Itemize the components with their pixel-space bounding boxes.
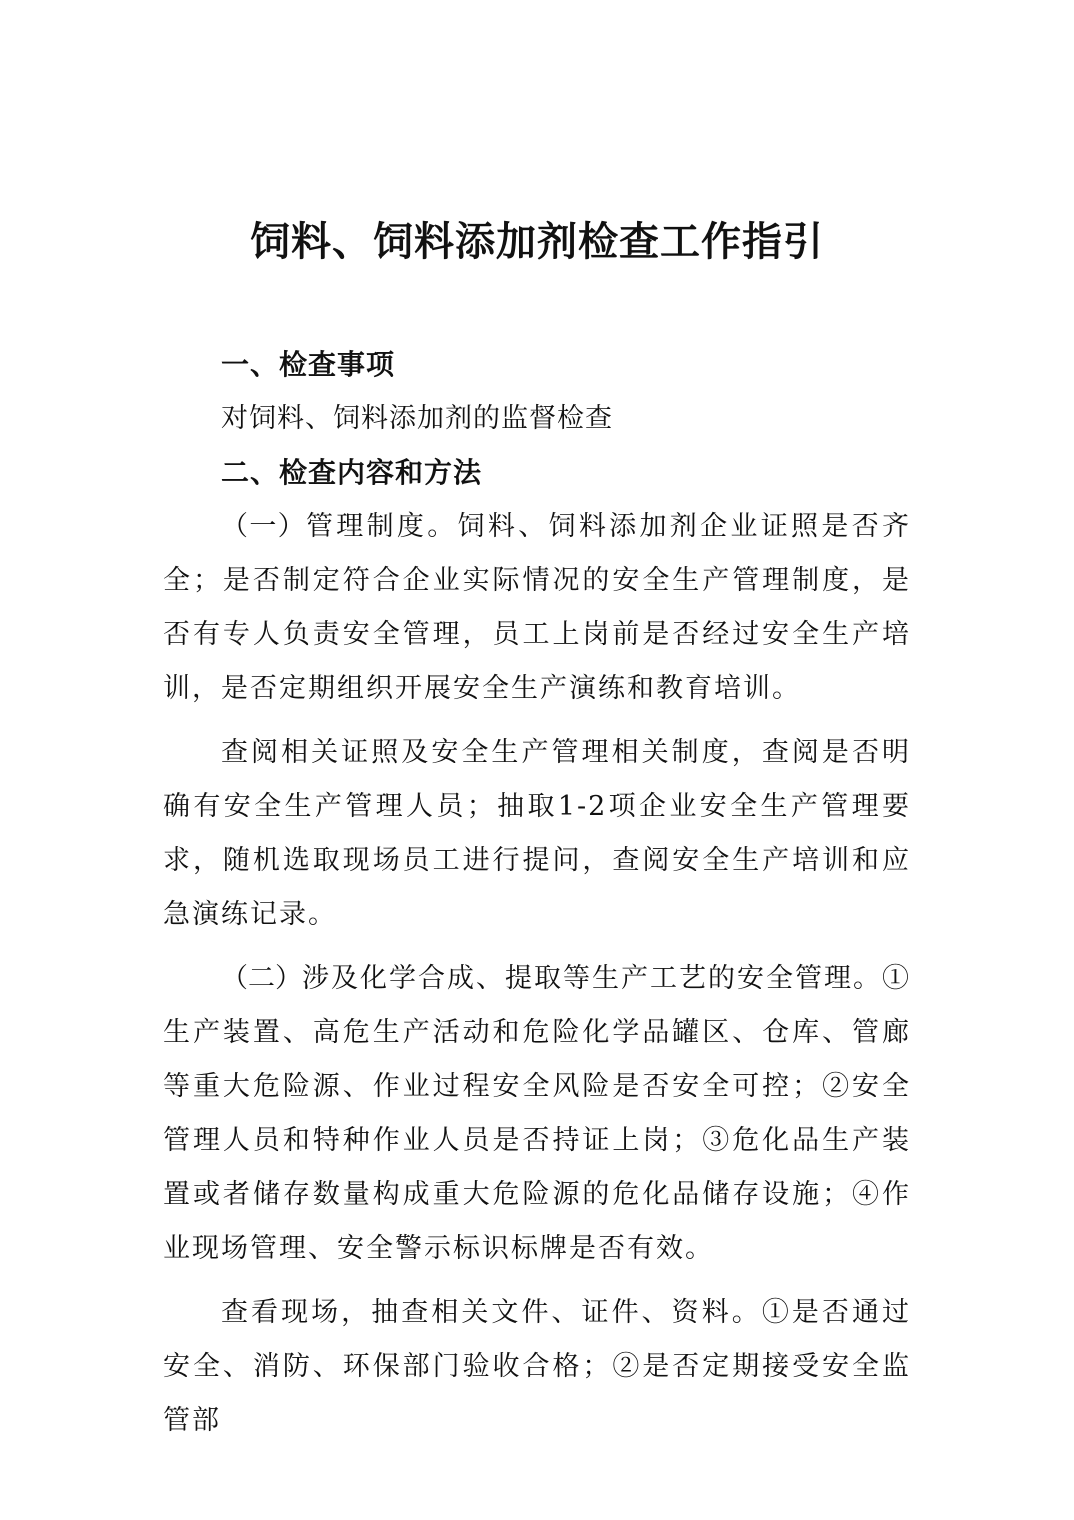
section-heading-content-and-methods: 二、检查内容和方法	[221, 456, 483, 489]
item-chemical-process-safety	[163, 952, 911, 1276]
document-body	[163, 338, 911, 1448]
item-label: （二）	[221, 963, 302, 994]
item-text: 涉及化学合成、提取等生产工艺的安全管理。①生产装置、高危生产活动和危险化学品罐区、仓库、管廊等重大危险源、作业过程安全风险是否安全可控；②安全管理人员和特种作业人员是否持证上岗；③危化品生产装置或者储存数量构成重大危险源的危化品储存设施；④作业现场管理、安全警示标识标牌是否有效。	[163, 963, 911, 1264]
document-title: 饲料、饲料添加剂检查工作指引	[250, 219, 824, 265]
inspection-items-text: 对饲料、饲料添加剂的监督检查	[221, 403, 613, 434]
item-chemical-process-safety-method: 查看现场，抽查相关文件、证件、资料。①是否通过安全、消防、环保部门验收合格；②是否定期接受安全监管部	[163, 1297, 911, 1436]
item-management-system-method: 查阅相关证照及安全生产管理相关制度，查阅是否明确有安全生产管理人员；抽取1-2项企业安全生产管理要求，随机选取现场员工进行提问，查阅安全生产培训和应急演练记录。	[163, 737, 911, 930]
section-heading-inspection-items: 一、检查事项	[221, 348, 396, 381]
item-text: 管理制度。饲料、饲料添加剂企业证照是否齐全；是否制定符合企业实际情况的安全生产管理制度，是否有专人负责安全管理，员工上岗前是否经过安全生产培训，是否定期组织开展安全生产演练和教育培训。	[163, 511, 912, 704]
item-label: （一）	[221, 511, 306, 542]
item-management-system	[163, 500, 911, 716]
